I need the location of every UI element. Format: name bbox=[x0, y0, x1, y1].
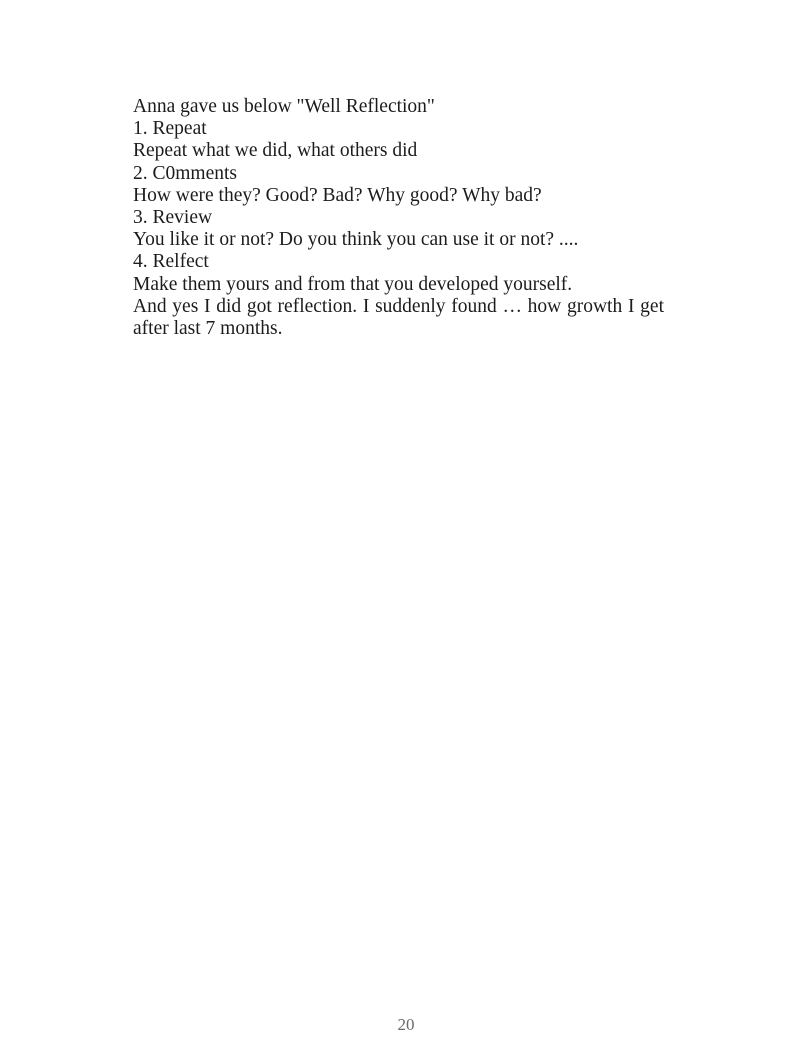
paragraph-item-2: 2. C0mments bbox=[133, 162, 238, 184]
paragraph-item-1: 1. Repeat bbox=[133, 118, 207, 140]
paragraph-item-2-desc: How were they? Good? Bad? Why good? Why bad? bbox=[133, 184, 542, 206]
text-block bbox=[133, 96, 664, 340]
paragraph-closing: And yes I did got reflection. I suddenly found … how growth I get after last 7 months. bbox=[133, 295, 664, 340]
paragraph-item-4: 4. Relfect bbox=[133, 251, 209, 273]
paragraph-item-3-desc: You like it or not? Do you think you can use it or not? .... bbox=[133, 229, 579, 251]
page-number: 20 bbox=[397, 1015, 415, 1034]
paragraph-item-4-desc: Make them yours and from that you developed yourself. bbox=[133, 273, 573, 295]
paragraph-item-1-desc: Repeat what we did, what others did bbox=[133, 140, 418, 162]
paragraph-intro: Anna gave us below "Well Reflection" bbox=[133, 96, 435, 117]
paragraph-item-3: 3. Review bbox=[133, 207, 213, 229]
